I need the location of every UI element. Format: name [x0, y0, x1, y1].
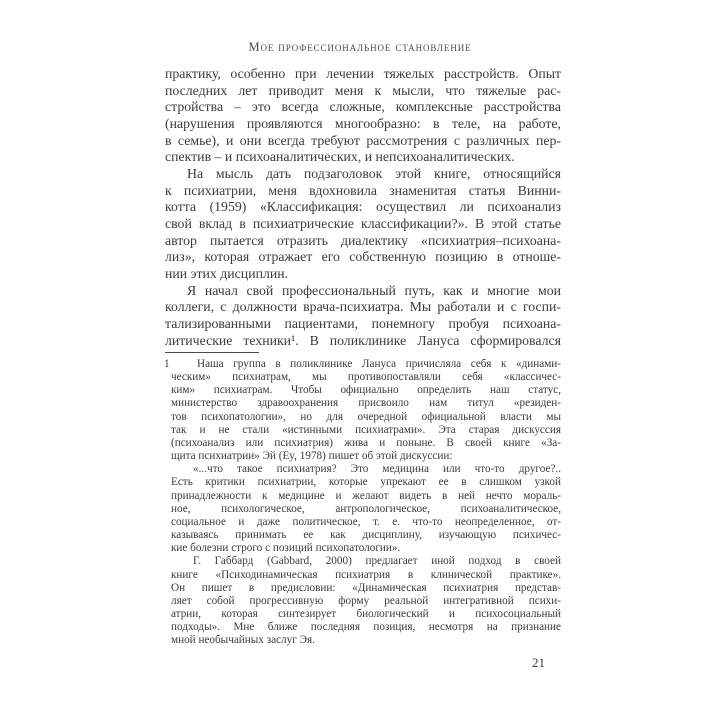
text-line: книге «Психодинамическая психиатрия в клинической практике».: [171, 568, 561, 581]
text-line: принадлежности к медицине и желают видеть в ней нечто мораль-: [171, 489, 561, 502]
text-line: спектив – и психоаналитических, и непсихоаналитических.: [165, 149, 515, 165]
text-line: Есть критики психиатрии, которые упрекают ее в слишком узкой: [171, 476, 561, 489]
body-text: [165, 66, 561, 349]
paragraph: [165, 283, 561, 350]
text-line: социальное и даже политическое, т. е. что-то неопределенное, от-: [171, 515, 561, 528]
text-line: нии этих дисциплин.: [165, 265, 289, 281]
text-line: министерство здравоохранения присвоило нам титул «резиден-: [171, 397, 561, 410]
text-line: «...что такое психиатрия? Это медицина или что-то другое?..: [193, 463, 561, 476]
footnote-separator: [165, 352, 259, 353]
text-line: ким» психиатрам. Чтобы официально определить наш статус,: [171, 384, 561, 397]
text-line: мной необычайных заслуг Эя.: [171, 634, 315, 647]
text-line: свой вклад в психиатрические классификации?». В этой статье: [165, 215, 561, 231]
text-line: котта (1959) «Классификация: осуществил ли психоанализ: [165, 199, 561, 215]
text-line: автор пытается отразить диалектику «психиатрия–психоана-: [165, 232, 561, 248]
text-line: в семье), и они всегда требуют рассмотрения с различных пер-: [165, 132, 561, 148]
text-line: казываясь принимать ее как дисциплину, изучающую психичес-: [171, 529, 561, 542]
text-line: Г. Габбард (Gabbard, 2000) предлагает иной подход в своей: [193, 555, 561, 568]
text-line: тализированными пациентами, понемногу пробуя психоана-: [165, 315, 561, 331]
text-line: Я начал свой профессиональный путь, как и многие мои: [187, 282, 561, 298]
text-line: (психоанализ или психиатрия) жива и поныне. В своей книге «За-: [171, 436, 561, 449]
text-line: щита психиатрии» Эй (Ey, 1978) пишет об этой дискуссии:: [171, 450, 453, 463]
text-line: ное, психологическое, антропологическое, психоаналитическое,: [171, 502, 561, 515]
text-line: подходы». Мне ближе последняя позиция, несмотря на признание: [171, 621, 561, 634]
text-line: кие болезни строго с позиций психопатологии».: [171, 542, 401, 555]
paragraph: [165, 166, 561, 283]
paragraph: [171, 555, 561, 647]
footnote-marker: 1: [164, 358, 170, 370]
paragraph: [171, 358, 561, 463]
paragraph: [171, 463, 561, 555]
page-number: 21: [532, 655, 545, 670]
footnote-text: [171, 358, 561, 647]
text-line: стройства – это всегда сложные, комплексные расстройства: [165, 99, 561, 115]
footnote: [164, 358, 561, 647]
text-line: тов психопатологии», но для очередной официальной власти мы: [171, 410, 561, 423]
text-line: так и не стали «истинными психиатрами». Эта старая дискуссия: [171, 423, 561, 436]
text-line: Наша группа в поликлинике Лануса причисляла себя к «динами-: [197, 358, 561, 370]
text-line: Он пишет в предисловии: «Динамическая психиатрия представ-: [171, 581, 561, 594]
running-header: Мое профессиональное становление: [248, 40, 472, 54]
text-line: практику, особенно при лечении тяжелых расстройств. Опыт: [165, 66, 561, 81]
text-line: ческим» психиатрам, мы противопоставляли себя «классичес-: [171, 371, 561, 384]
text-line: На мысль дать подзаголовок этой книге, относящийся: [187, 165, 561, 181]
paragraph: [165, 66, 561, 166]
text-line: ляет собой прогрессивную форму реальной интегративной психи-: [171, 594, 561, 607]
text-line: к психиатрии, меня вдохновила знаменитая статья Винни-: [165, 182, 561, 198]
text-line: литические техники¹. В поликлинике Лануса сформировался: [165, 332, 561, 348]
text-line: атрии, которая синтезирует биологический и психосоциальный: [171, 607, 561, 620]
text-line: коллеги, с должности врача-психиатра. Мы работали и с госпи-: [165, 299, 561, 315]
text-line: последних лет приводит меня к мысли, что тяжелые рас-: [165, 82, 561, 98]
text-line: лиз», которая отражает его собственную позицию в отноше-: [165, 249, 561, 265]
text-line: (нарушения проявляются многообразно: в теле, на работе,: [165, 115, 561, 131]
